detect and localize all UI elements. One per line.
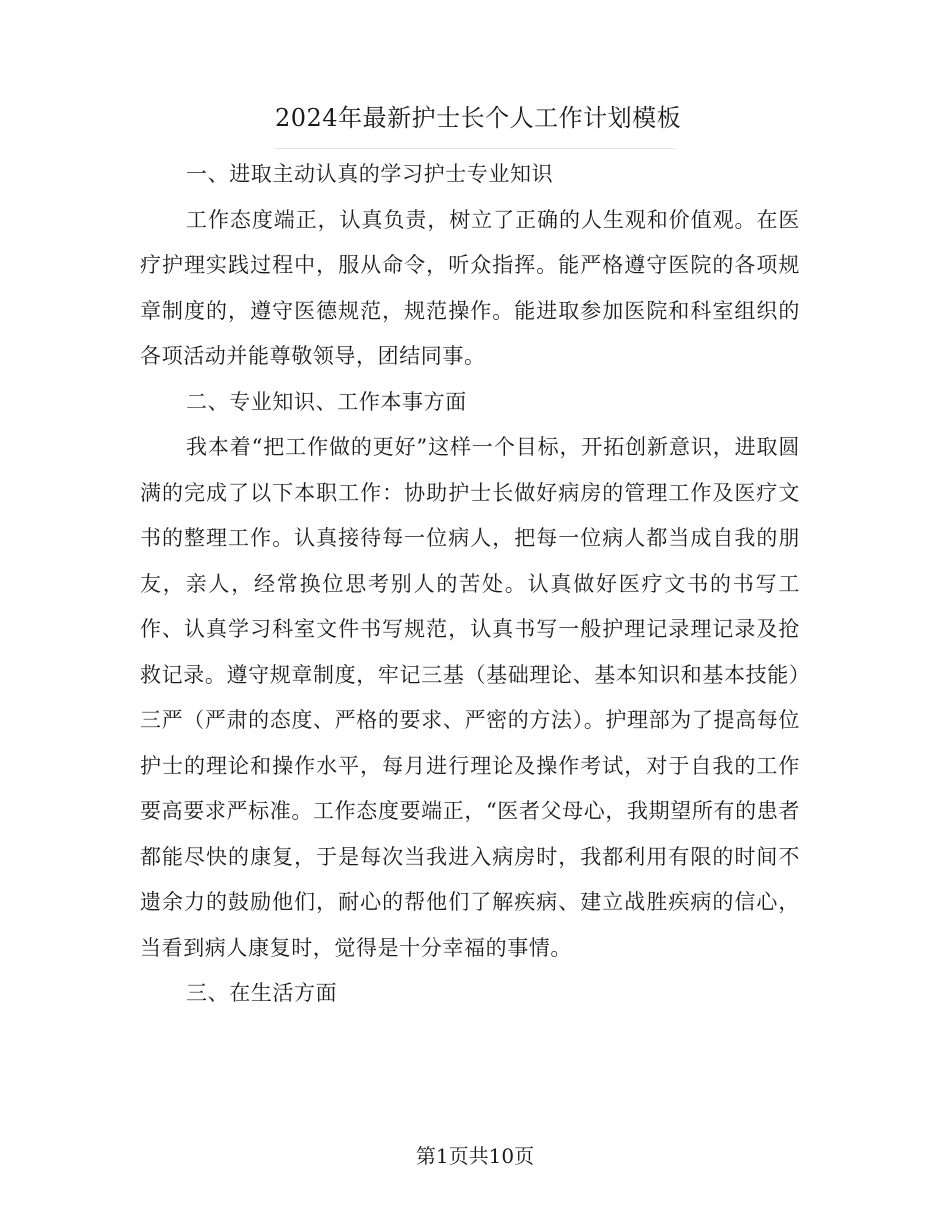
section-heading-1: 一、进取主动认真的学习护士专业知识 xyxy=(186,162,554,186)
section-heading-3: 三、在生活方面 xyxy=(186,981,338,1005)
document-title: 2024年最新护士长个人工作计划模板 xyxy=(275,104,682,132)
paragraph-1: 工作态度端正，认真负责，树立了正确的人生观和价值观。在医疗护理实践过程中，服从命令，听众指挥。能严格遵守医院的各项规章制度的，遵守医德规范，规范操作。能进取参加医院和科室组织的各项活动并能尊敬领导，团结同事。 xyxy=(140,207,800,368)
paragraph-2: 我本着“把工作做的更好”这样一个目标，开拓创新意识，进取圆满的完成了以下本职工作：协助护士长做好病房的管理工作及医疗文书的整理工作。认真接待每一位病人，把每一位病人都当成自我的朋友，亲人，经常换位思考别人的苦处。认真做好医疗文书的书写工作、认真学习科室文件书写规范，认真书写一般护理记录理记录及抢救记录。遵守规章制度，牢记三基（基础理论、基本知识和基本技能）三严（严肃的态度、严格的要求、严密的方法）。护理部为了提高每位护士的理论和操作水平，每月进行理论及操作考试，对于自我的工作要高要求严标准。工作态度要端正，“医者父母心，我期望所有的患者都能尽快的康复，于是每次当我进入病房时，我都利用有限的时间不遗余力的鼓励他们，耐心的帮他们了解疾病、建立战胜疾病的信心，当看到病人康复时，觉得是十分幸福的事情。 xyxy=(140,435,800,960)
document-body xyxy=(140,152,800,1017)
page-number-footer: 第1页共10页 xyxy=(415,1144,535,1168)
title-block xyxy=(275,100,682,149)
section-heading-2: 二、专业知识、工作本事方面 xyxy=(186,389,467,414)
